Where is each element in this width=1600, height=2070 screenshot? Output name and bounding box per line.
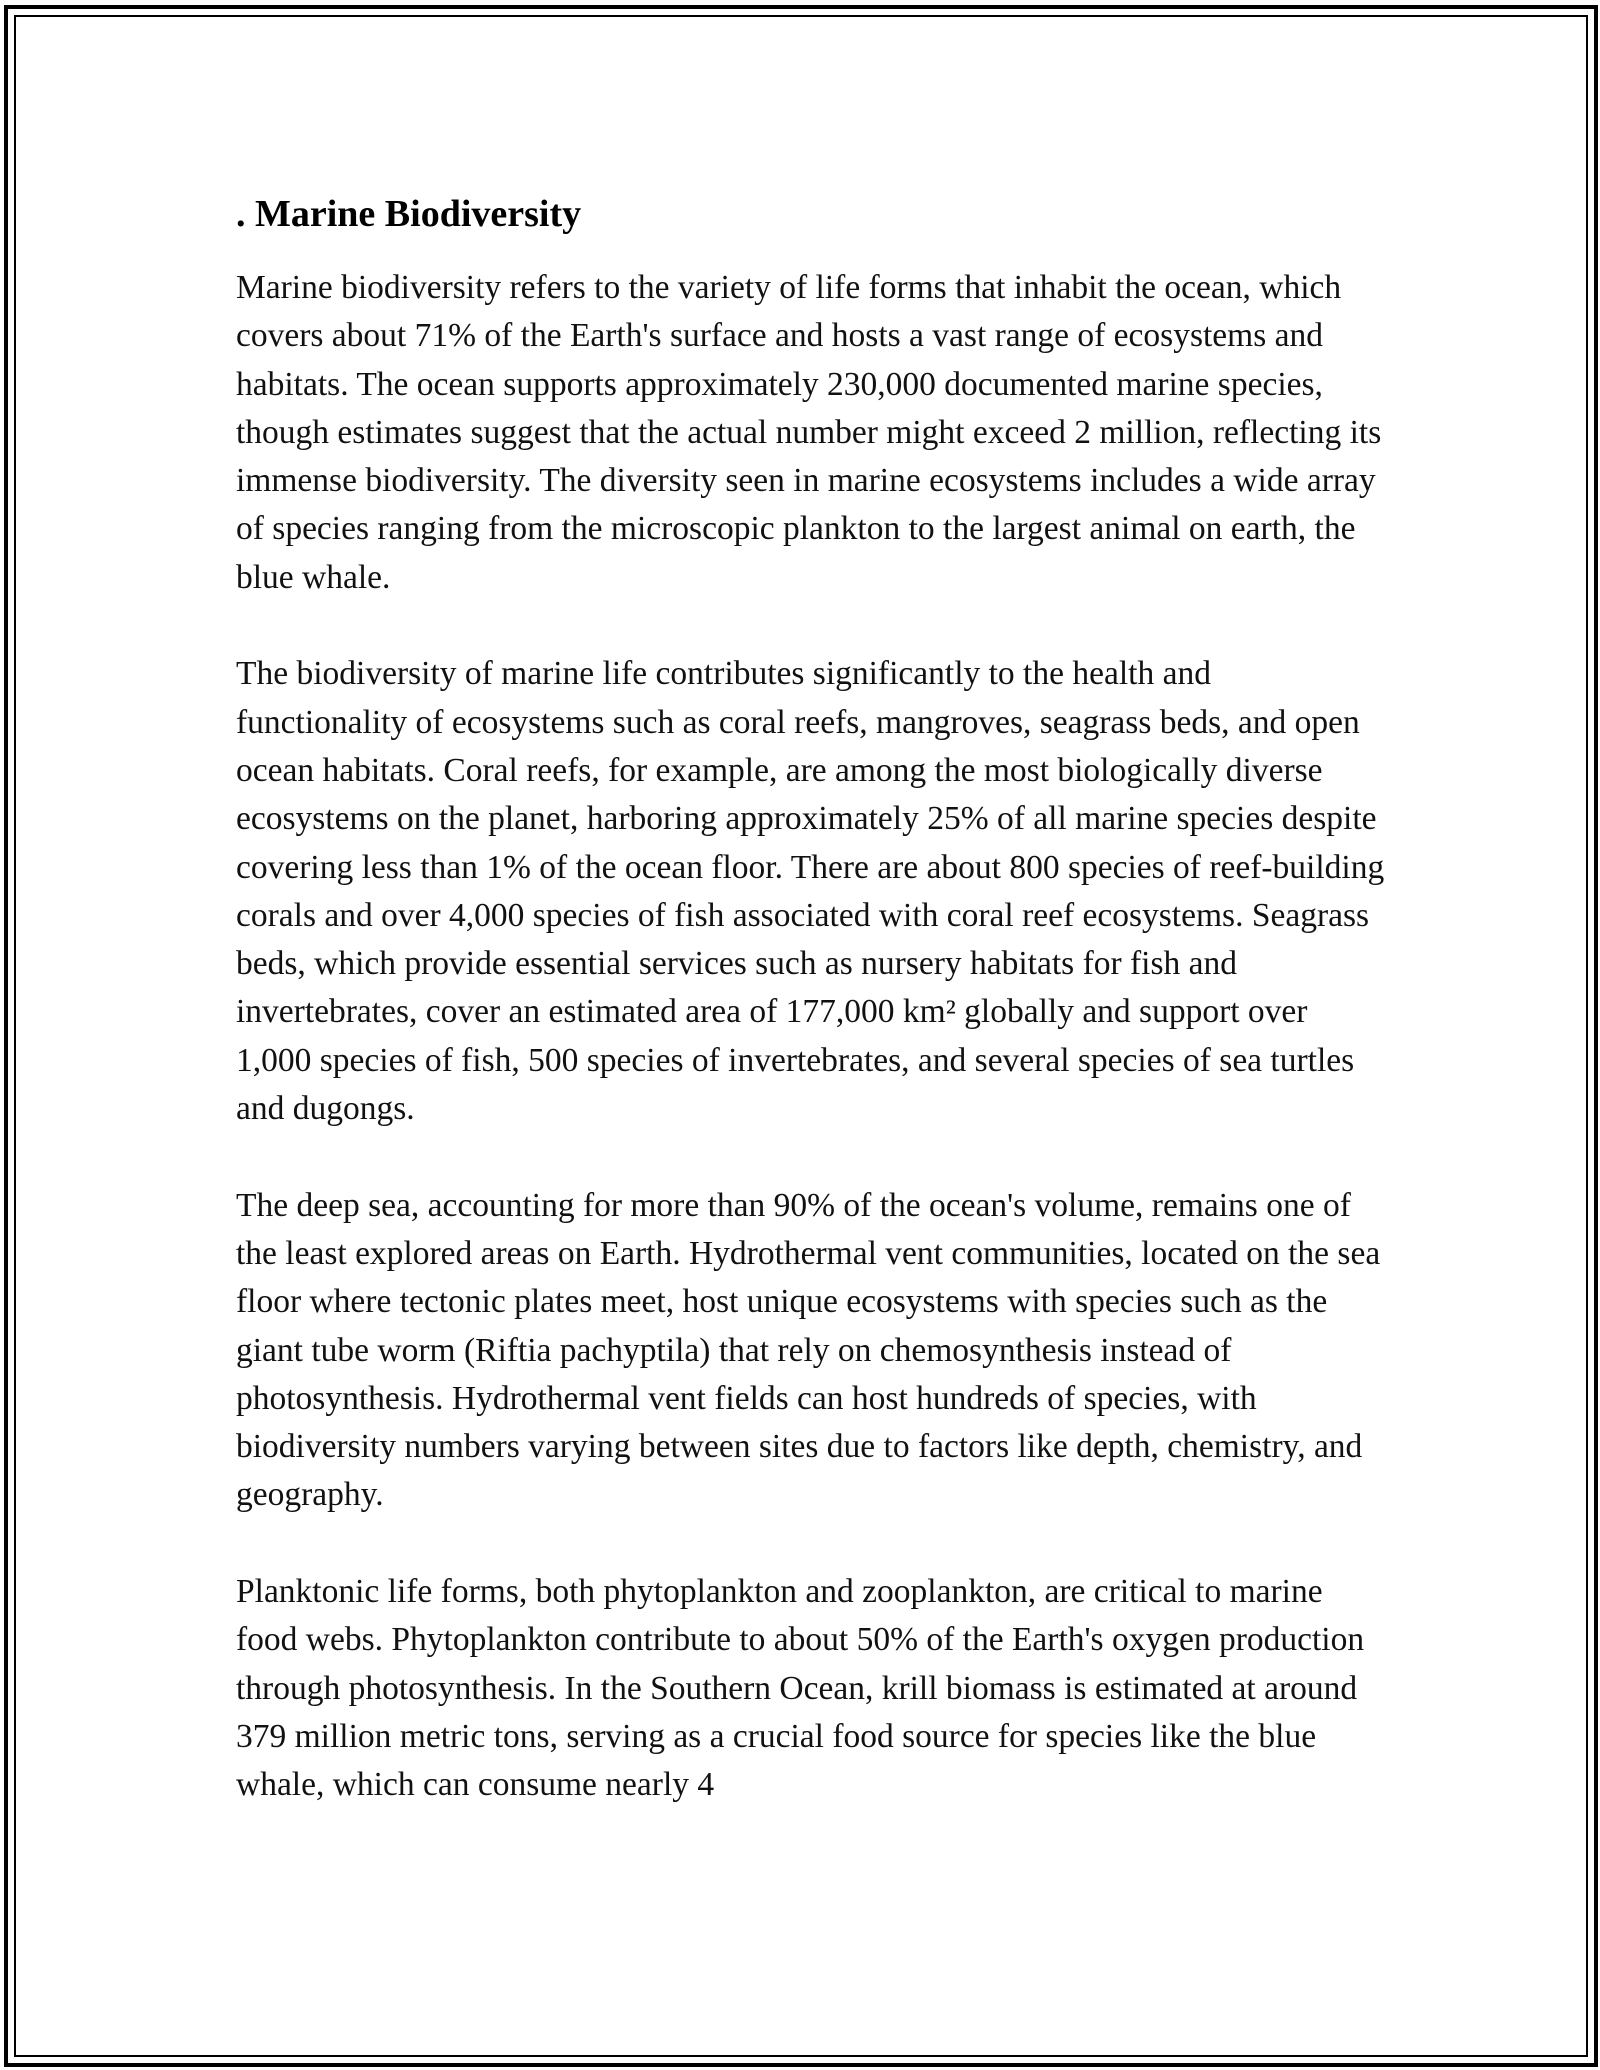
document-body [236, 190, 1386, 1858]
paragraph-intro: Marine biodiversity refers to the variety of life forms that inhabit the ocean, which covers about 71% of the Earth's surface and hosts a vast range of ecosystems and habitats. The ocean supports approximately 230,000 documented marine species, though estimates suggest that the actual number might exceed 2 million, reflecting its immense biodiversity. The diversity seen in marine ecosystems includes a wide array of species ranging from the microscopic plankton to the largest animal on earth, the blue whale. [236, 269, 1382, 596]
paragraph-plankton: Planktonic life forms, both phytoplankton and zooplankton, are critical to marine food webs. Phytoplankton contribute to about 50% of the Earth's oxygen production through photosynthesis. In the Southern Ocean, krill biomass is estimated at around 379 million metric tons, serving as a crucial food source for species like the blue whale, which can consume nearly 4 [236, 1573, 1365, 1804]
paragraph-deep-sea: The deep sea, accounting for more than 90% of the ocean's volume, remains one of the least explored areas on Earth. Hydrothermal vent communities, located on the sea floor where tectonic plates meet, host unique ecosystems with species such as the giant tube worm (Riftia pachyptila) that rely on chemosynthesis instead of photosynthesis. Hydrothermal vent fields can host hundreds of species, with biodiversity numbers varying between sites due to factors like depth, chemistry, and geography. [236, 1186, 1381, 1514]
paragraph-ecosystems: The biodiversity of marine life contributes significantly to the health and functionality of ecosystems such as coral reefs, mangroves, seagrass beds, and open ocean habitats. Coral reefs, for example, are among the most biologically diverse ecosystems on the planet, harboring approximately 25% of all marine species despite covering less than 1% of the ocean floor. There are about 800 species of reef-building corals and over 4,000 species of fish associated with coral reef ecosystems. Seagrass beds, which provide essential services such as nursery habitats for fish and invertebrates, cover an estimated area of 177,000 km² globally and support over 1,000 species of fish, 500 species of invertebrates, and several species of sea turtles and dugongs. [236, 655, 1385, 1128]
section-heading: . Marine Biodiversity [236, 193, 582, 235]
